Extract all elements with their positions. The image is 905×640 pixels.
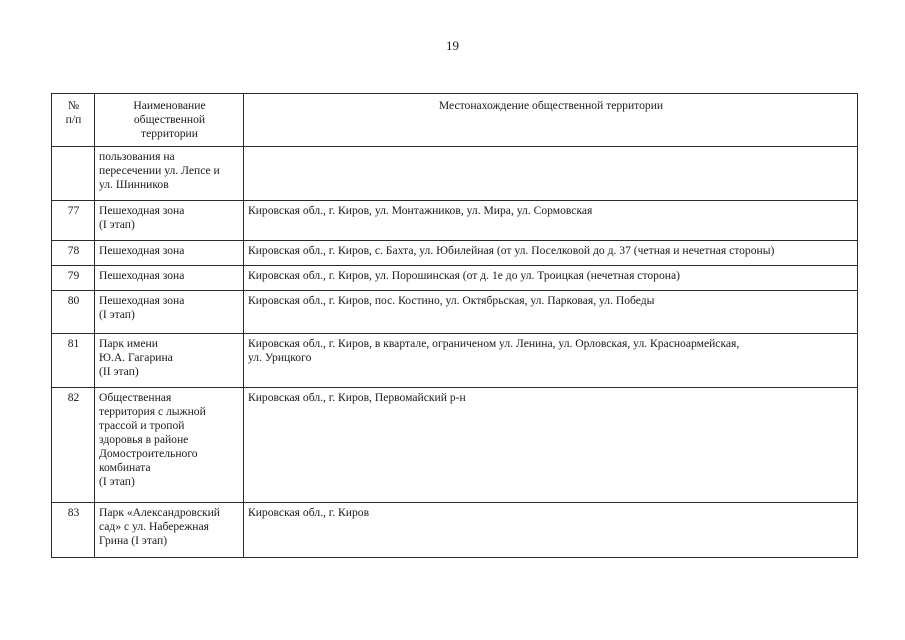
header-territory-location: Местонахождение общественной территории	[244, 94, 858, 147]
table-row	[52, 503, 858, 558]
row-territory-name: Общественная территория с лыжной трассой и тропой здоровья в районе Домостроительного комбината (I этап)	[95, 388, 244, 503]
table-row	[52, 388, 858, 503]
table-row	[52, 266, 858, 291]
row-territory-name: пользования на пересечении ул. Лепсе и ул. Шинников	[95, 147, 244, 201]
row-territory-location: Кировская обл., г. Киров, Первомайский р-н	[244, 388, 858, 503]
row-territory-name: Пешеходная зона	[95, 241, 244, 266]
row-territory-location: Кировская обл., г. Киров, пос. Костино, ул. Октябрьская, ул. Парковая, ул. Победы	[244, 291, 858, 334]
table-row	[52, 334, 858, 388]
table-row	[52, 291, 858, 334]
row-territory-location: Кировская обл., г. Киров, в квартале, ограниченом ул. Ленина, ул. Орловская, ул. Красноармейская, ул. Урицкого	[244, 334, 858, 388]
row-number: 83	[52, 503, 95, 558]
row-territory-location	[244, 147, 858, 201]
row-number: 80	[52, 291, 95, 334]
row-territory-name: Пешеходная зона	[95, 266, 244, 291]
table-row	[52, 147, 858, 201]
page-number: 19	[446, 38, 459, 53]
row-number	[52, 147, 95, 201]
row-territory-location: Кировская обл., г. Киров, ул. Монтажников, ул. Мира, ул. Сормовская	[244, 201, 858, 241]
row-number: 82	[52, 388, 95, 503]
public-territories-table	[51, 93, 858, 558]
table-header-row	[52, 94, 858, 147]
row-number: 78	[52, 241, 95, 266]
row-territory-location: Кировская обл., г. Киров, с. Бахта, ул. Юбилейная (от ул. Поселковой до д. 37 (четная и нечетная стороны)	[244, 241, 858, 266]
row-territory-name: Пешеходная зона (I этап)	[95, 291, 244, 334]
row-number: 77	[52, 201, 95, 241]
table-row	[52, 201, 858, 241]
row-number: 81	[52, 334, 95, 388]
row-number: 79	[52, 266, 95, 291]
table-row	[52, 241, 858, 266]
header-number: № п/п	[52, 94, 95, 147]
row-territory-name: Парк имени Ю.А. Гагарина (II этап)	[95, 334, 244, 388]
row-territory-location: Кировская обл., г. Киров	[244, 503, 858, 558]
row-territory-location: Кировская обл., г. Киров, ул. Порошинская (от д. 1е до ул. Троицкая (нечетная сторона)	[244, 266, 858, 291]
row-territory-name: Парк «Александровский сад» с ул. Набережная Грина (I этап)	[95, 503, 244, 558]
header-territory-name: Наименование общественной территории	[95, 94, 244, 147]
row-territory-name: Пешеходная зона (I этап)	[95, 201, 244, 241]
